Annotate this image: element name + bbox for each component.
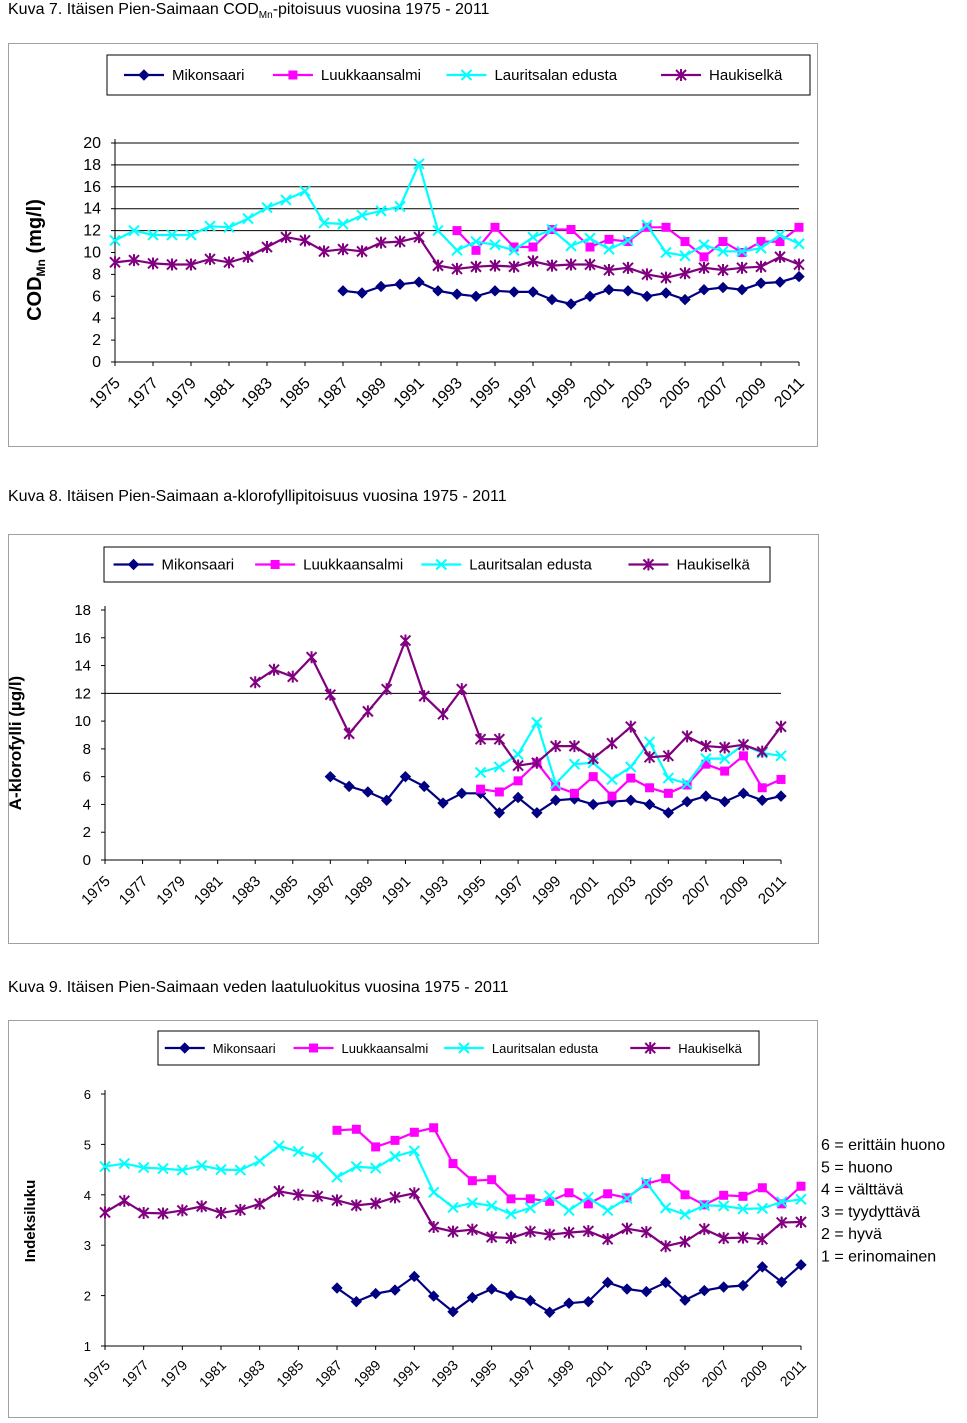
y-tick-label: 6: [83, 1087, 91, 1102]
data-point: [438, 708, 448, 720]
series-line: [105, 1191, 801, 1246]
data-point: [529, 243, 538, 252]
y-tick-label: 0: [82, 852, 91, 869]
caption-7-text: Kuva 7. Itäisen Pien-Saimaan COD: [8, 1, 259, 18]
data-point: [699, 1286, 709, 1296]
x-tick-label: 1983: [238, 374, 276, 412]
data-point: [645, 799, 655, 809]
data-point: [471, 291, 481, 301]
figure-caption-8: Kuva 8. Itäisen Pien-Saimaan a-klorofyllipitoisuus vuosina 1975 - 2011: [8, 488, 507, 505]
x-tick-label: 2009: [732, 374, 770, 412]
data-point: [661, 288, 671, 298]
data-point: [344, 728, 354, 740]
data-point: [547, 295, 557, 305]
legend-label: Luukkaansalmi: [341, 1041, 429, 1056]
data-point: [794, 239, 804, 249]
data-point: [269, 664, 279, 676]
legend-swatch-marker: [309, 1044, 318, 1053]
x-tick-label: 1997: [504, 374, 542, 412]
data-point: [720, 797, 730, 807]
x-tick-label: 2009: [716, 872, 753, 909]
data-point: [699, 1223, 709, 1235]
data-point: [400, 635, 410, 647]
data-point: [776, 791, 786, 801]
data-point: [262, 203, 272, 213]
data-point: [681, 1190, 690, 1199]
y-axis-title: [24, 199, 48, 321]
data-point: [468, 1176, 477, 1185]
data-point: [525, 1296, 535, 1306]
chart-cod: [9, 44, 817, 446]
data-point: [564, 1205, 574, 1215]
y-axis-title-main: COD: [24, 276, 46, 321]
data-point: [526, 1194, 535, 1203]
y-tick-label: 4: [82, 796, 91, 814]
x-tick-label: 2011: [771, 374, 808, 412]
data-point: [661, 1174, 670, 1183]
y-axis-title-unit: (mg/l): [24, 199, 46, 260]
data-point: [604, 285, 614, 295]
data-point: [449, 1159, 458, 1168]
y-tick-label: 0: [92, 354, 101, 371]
data-point: [307, 651, 317, 663]
x-tick-label: 1999: [543, 1356, 578, 1391]
x-tick-label: 1979: [153, 872, 189, 909]
y-tick-label: 10: [74, 713, 91, 731]
x-tick-label: 1999: [528, 872, 565, 909]
y-tick-label: 12: [74, 685, 91, 703]
data-point: [603, 1205, 613, 1215]
data-point: [585, 233, 595, 243]
data-point: [495, 787, 504, 796]
data-point: [775, 251, 785, 263]
data-point: [626, 721, 636, 733]
data-point: [720, 767, 729, 776]
data-point: [603, 1189, 612, 1198]
x-tick-label: 1975: [79, 1356, 114, 1391]
y-tick-label: 16: [74, 629, 91, 647]
data-point: [794, 259, 804, 271]
caption-7-text-end: -pitoisuus vuosina 1975 - 2011: [272, 1, 490, 18]
data-point: [586, 243, 595, 252]
series-lauritsalan-edusta: [110, 159, 804, 261]
data-point: [487, 1175, 496, 1184]
data-point: [570, 789, 579, 798]
x-tick-label: 1985: [273, 1356, 307, 1391]
data-point: [250, 676, 260, 688]
data-point: [476, 785, 485, 794]
legend: [104, 547, 770, 582]
data-point: [605, 235, 614, 244]
chart-frame-chlorophyll: [8, 534, 819, 944]
data-point: [756, 278, 766, 288]
data-point: [719, 1282, 729, 1292]
data-point: [433, 286, 443, 296]
data-point: [376, 281, 386, 291]
series-line: [105, 1146, 801, 1215]
data-point: [453, 226, 462, 235]
data-point: [429, 1187, 439, 1197]
data-point: [739, 751, 748, 760]
data-point: [738, 788, 748, 798]
y-tick-label: 8: [82, 740, 91, 758]
data-point: [452, 245, 462, 255]
x-tick-label: 1989: [341, 872, 377, 909]
quality-scale-label: 2 = hyvä: [821, 1226, 882, 1244]
y-tick-label: 3: [83, 1238, 91, 1254]
y-tick-label: 2: [92, 332, 101, 350]
data-point: [622, 1284, 632, 1294]
data-point: [352, 1125, 361, 1134]
x-tick-label: 2009: [737, 1356, 771, 1391]
legend-label: Mikonsaari: [171, 67, 245, 84]
data-point: [585, 291, 595, 301]
chart-chlorophyll: [6, 535, 818, 943]
x-tick-label: 1997: [505, 1356, 539, 1391]
data-point: [699, 240, 709, 250]
y-tick-labels: [83, 135, 115, 371]
legend-label: Lauritsalan edusta: [491, 1041, 599, 1056]
series-mikonsaari: [332, 1260, 806, 1317]
quality-scale-label: 4 = välttävä: [821, 1181, 904, 1199]
x-tick-label: 1989: [350, 1356, 384, 1391]
quality-scale-label: 1 = erinomainen: [821, 1248, 937, 1266]
quality-scale-label: 5 = huono: [821, 1159, 893, 1177]
data-point: [645, 783, 654, 792]
data-point: [332, 1172, 342, 1182]
data-point: [719, 1191, 728, 1200]
y-tick-label: 10: [83, 244, 101, 262]
y-tick-label: 12: [83, 222, 101, 240]
y-axis-title-main: A-klorofylli (µg/l): [6, 675, 25, 811]
data-point: [509, 287, 519, 297]
chart-frame-quality-index: [8, 1020, 818, 1418]
data-point: [626, 762, 636, 772]
data-point: [395, 279, 405, 289]
data-point: [344, 781, 354, 791]
x-tick-label: 2003: [618, 374, 656, 412]
x-tick-label: 1975: [86, 374, 124, 412]
y-tick-label: 4: [83, 1187, 91, 1203]
data-point: [719, 237, 728, 246]
data-point: [363, 705, 373, 717]
data-point: [739, 1192, 748, 1201]
data-point: [758, 783, 767, 792]
legend-label: Mikonsaari: [212, 1041, 276, 1056]
x-tick-labels: [87, 362, 808, 412]
series-line: [255, 641, 781, 766]
y-tick-label: 16: [83, 178, 101, 196]
y-tick-label: 18: [83, 156, 101, 174]
x-tick-label: 2003: [603, 872, 640, 909]
x-tick-label: 1985: [265, 872, 302, 909]
x-tick-label: 1975: [78, 872, 114, 909]
data-point: [608, 792, 617, 801]
data-point: [457, 683, 467, 695]
data-point: [626, 795, 636, 805]
legend-label: Haukiselkä: [678, 1041, 742, 1056]
data-point: [429, 1123, 438, 1132]
x-tick-label: 2001: [582, 1356, 616, 1391]
x-tick-label: 2011: [776, 1356, 810, 1390]
legend: [107, 55, 810, 95]
x-tick-label: 1995: [466, 1356, 500, 1391]
data-point: [588, 799, 598, 809]
x-tick-label: 2007: [698, 1356, 732, 1391]
legend-label: Luukkaansalmi: [303, 556, 404, 574]
y-tick-label: 6: [82, 768, 91, 786]
data-point: [607, 737, 617, 749]
y-tick-label: 8: [92, 266, 101, 284]
x-tick-label: 2005: [659, 1356, 694, 1391]
data-point: [775, 277, 785, 287]
data-point: [641, 1287, 651, 1297]
x-tick-label: 1991: [378, 872, 415, 909]
quality-scale-label: 3 = tyydyttävä: [821, 1203, 921, 1221]
y-axis-title-main: Indeksiluku: [22, 1179, 39, 1263]
data-point: [300, 186, 310, 196]
data-point: [490, 286, 500, 296]
data-point: [262, 241, 272, 253]
chart-quality-index: [9, 1021, 817, 1417]
data-point: [100, 1206, 110, 1218]
data-point: [645, 737, 655, 747]
data-point: [414, 277, 424, 287]
x-tick-label: 1983: [228, 872, 265, 909]
x-tick-label: 2001: [566, 872, 603, 909]
x-tick-label: 1995: [466, 374, 504, 412]
x-tick-label: 1983: [234, 1356, 268, 1391]
x-tick-labels: [78, 860, 790, 908]
x-tick-label: 1979: [157, 1356, 191, 1391]
data-point: [604, 244, 614, 254]
data-point: [776, 721, 786, 733]
y-tick-label: 1: [83, 1339, 91, 1354]
y-tick-label: 6: [92, 288, 101, 306]
y-tick-label: 14: [74, 657, 91, 675]
data-point: [338, 286, 348, 296]
figure-caption-9: Kuva 9. Itäisen Pien-Saimaan veden laatuluokitus vuosina 1975 - 2011: [8, 979, 509, 996]
data-point: [371, 1289, 381, 1299]
x-tick-label: 1981: [190, 872, 227, 909]
x-tick-label: 1985: [276, 374, 314, 412]
data-point: [642, 291, 652, 301]
x-tick-label: 1989: [352, 374, 390, 412]
y-tick-label: 14: [83, 200, 101, 218]
legend-label: Haukiselkä: [709, 67, 783, 84]
data-point: [506, 1291, 516, 1301]
x-tick-label: 1977: [118, 1356, 152, 1391]
legend-label: Lauritsalan edusta: [494, 67, 618, 84]
data-point: [514, 776, 523, 785]
data-point: [794, 272, 804, 282]
y-tick-label: 4: [92, 310, 101, 328]
data-point: [663, 808, 673, 818]
data-point: [757, 795, 767, 805]
data-point: [700, 252, 709, 261]
x-tick-label: 1977: [115, 872, 152, 909]
data-point: [681, 237, 690, 246]
x-tick-label: 1997: [491, 872, 527, 909]
y-axis-title: [6, 676, 25, 810]
figure-caption-7: [8, 1, 489, 21]
data-point: [487, 1284, 497, 1294]
x-tick-labels: [80, 1346, 809, 1390]
y-tick-labels: [84, 1087, 105, 1354]
legend-label: Luukkaansalmi: [320, 67, 421, 84]
data-point: [718, 283, 728, 293]
data-point: [682, 730, 692, 742]
y-tick-label: 2: [82, 824, 91, 842]
data-point: [371, 1142, 380, 1151]
data-point: [623, 286, 633, 296]
data-point: [662, 223, 671, 232]
y-tick-labels: [74, 602, 105, 869]
series-line: [115, 164, 799, 256]
x-tick-label: 1999: [542, 374, 580, 412]
data-point: [699, 285, 709, 295]
data-point: [457, 788, 467, 798]
data-point: [567, 225, 576, 234]
data-point: [589, 772, 598, 781]
x-tick-label: 1991: [390, 374, 428, 412]
data-point: [626, 774, 635, 783]
x-tick-label: 1987: [311, 1356, 346, 1391]
data-point: [491, 223, 500, 232]
data-point: [680, 295, 690, 305]
x-tick-label: 1993: [416, 872, 452, 909]
caption-7-subscript: Mn: [258, 10, 273, 22]
x-tick-label: 1993: [427, 1356, 462, 1391]
x-tick-label: 1987: [314, 374, 352, 412]
legend-label: Lauritsalan edusta: [469, 556, 592, 574]
data-point: [566, 241, 576, 251]
data-point: [333, 1126, 342, 1135]
y-tick-label: 20: [83, 135, 101, 152]
y-tick-label: 5: [83, 1137, 91, 1153]
series-haukiselka: [100, 1185, 806, 1252]
series-mikonsaari: [325, 772, 786, 818]
data-point: [777, 775, 786, 784]
data-point: [472, 246, 481, 255]
x-tick-label: 2007: [679, 872, 715, 909]
x-tick-label: 2007: [694, 374, 732, 412]
y-axis-title: [22, 1180, 39, 1263]
legend-label: Haukiselkä: [676, 556, 750, 574]
data-point: [419, 690, 429, 702]
x-tick-label: 1995: [453, 872, 490, 909]
data-point: [564, 1298, 574, 1308]
y-tick-label: 18: [74, 602, 91, 619]
data-point: [664, 789, 673, 798]
x-tick-label: 2003: [621, 1356, 655, 1391]
y-tick-label: 2: [83, 1288, 91, 1304]
data-point: [797, 1182, 806, 1191]
data-point: [701, 791, 711, 801]
series-mikonsaari: [338, 272, 804, 309]
x-tick-label: 1981: [195, 1356, 230, 1391]
x-tick-label: 1981: [200, 374, 238, 412]
gridlines: [115, 143, 799, 231]
data-point: [243, 214, 253, 224]
data-point: [325, 772, 335, 782]
x-tick-label: 1993: [428, 374, 466, 412]
data-point: [565, 1188, 574, 1197]
quality-scale-legend: [817, 1130, 967, 1280]
x-tick-label: 2011: [754, 872, 790, 908]
data-point: [410, 1128, 419, 1137]
data-point: [545, 1307, 555, 1317]
data-point: [382, 683, 392, 695]
data-point: [528, 287, 538, 297]
data-point: [507, 1194, 516, 1203]
data-point: [119, 1195, 129, 1207]
data-point: [603, 1233, 613, 1245]
data-point: [357, 288, 367, 298]
chart-frame-cod: [8, 43, 818, 447]
data-point: [737, 285, 747, 295]
data-point: [566, 299, 576, 309]
data-point: [255, 1156, 265, 1166]
x-tick-label: 1991: [389, 1356, 423, 1391]
data-point: [513, 749, 523, 759]
series-haukiselka: [250, 635, 786, 772]
x-tick-label: 2001: [580, 374, 618, 412]
data-point: [607, 774, 617, 784]
data-point: [758, 1183, 767, 1192]
data-point: [661, 1203, 671, 1213]
data-point: [281, 195, 291, 205]
series-luukkaansalmi: [453, 223, 804, 262]
legend-swatch-marker: [271, 560, 280, 569]
data-point: [288, 671, 298, 683]
legend-swatch-marker: [288, 71, 297, 80]
legend-label: Mikonsaari: [161, 556, 235, 574]
legend: [158, 1031, 759, 1065]
x-tick-label: 1979: [162, 374, 200, 412]
x-tick-label: 1977: [124, 374, 162, 412]
quality-scale-label: 6 = erittäin huono: [821, 1137, 946, 1154]
x-tick-label: 2005: [641, 872, 678, 909]
x-tick-label: 2005: [656, 374, 694, 412]
x-tick-label: 1987: [303, 872, 340, 909]
data-point: [363, 787, 373, 797]
data-point: [682, 797, 692, 807]
data-point: [391, 1136, 400, 1145]
data-point: [528, 232, 538, 242]
data-point: [452, 289, 462, 299]
data-point: [325, 689, 335, 701]
data-point: [795, 223, 804, 232]
y-axis-title-subscript: Mn: [34, 259, 48, 277]
